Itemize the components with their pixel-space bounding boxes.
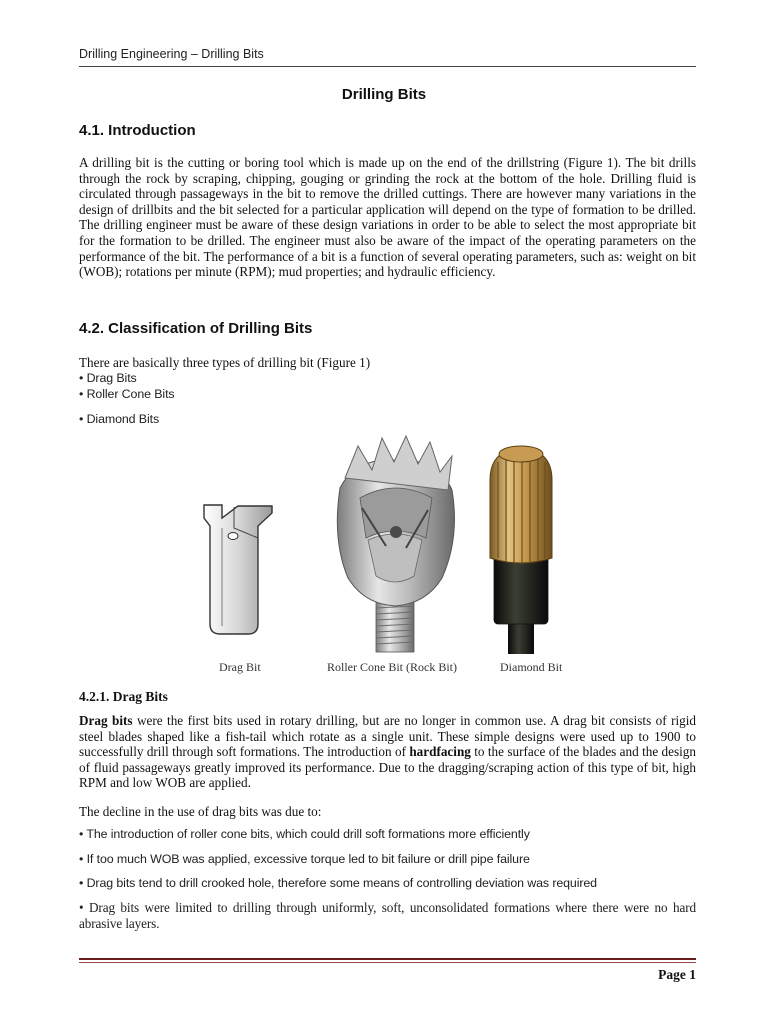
section-heading-classification: 4.2. Classification of Drilling Bits bbox=[79, 320, 313, 337]
footer-divider bbox=[79, 958, 696, 960]
drag-bits-text-2: to the surface of the blades and the design of fluid passageways greatly improved its performance. Due to the dragging/scraping action of this type of bit, high RPM and low WOB are applied. bbox=[79, 744, 696, 791]
caption-drag-bit: Drag Bit bbox=[219, 660, 261, 674]
introduction-paragraph: A drilling bit is the cutting or boring tool which is made up on the end of the drillstring (Figure 1). The bit drills through the rock by scraping, chipping, gouging or grinding the rock at the bottom of the hole. Drilling fluid is circulated through passageways in the bit to remove the drilled cuttings. There are however many variations in the design of drillbits and the bit selected for a particular application will depend on the type of formation to be drilled. The drilling engineer must be aware of these design variations in order to be able to select the most appropriate bit for the formation to be drilled. The engineer must also be aware of the impact of the operating parameters on the performance of the bit. The performance of a bit is a function of several operating parameters, such as: weight on bit (WOB); rotations per minute (RPM); mud properties; and hydraulic efficiency. bbox=[79, 155, 696, 280]
header-divider bbox=[79, 66, 696, 67]
bit-type-item: • Roller Cone Bits bbox=[79, 387, 175, 401]
decline-reason-item: • Drag bits were limited to drilling through uniformly, soft, unconsolidated formations where there were no hard abrasive layers. bbox=[79, 900, 696, 931]
decline-reason-item: • Drag bits tend to drill crooked hole, therefore some means of controlling deviation was required bbox=[79, 876, 597, 890]
bit-type-item: • Drag Bits bbox=[79, 371, 137, 385]
subsection-heading-drag-bits: 4.2.1. Drag Bits bbox=[79, 689, 168, 704]
term-drag-bits: Drag bits bbox=[79, 713, 133, 728]
caption-roller-cone-bit: Roller Cone Bit (Rock Bit) bbox=[327, 660, 457, 674]
drilling-bits-illustration bbox=[190, 428, 580, 688]
drag-bit-image bbox=[204, 505, 272, 634]
page-number: Page 1 bbox=[658, 967, 696, 982]
bit-type-item: • Diamond Bits bbox=[79, 412, 160, 426]
figure-drilling-bits bbox=[190, 428, 580, 688]
footer-divider-thin bbox=[79, 962, 696, 963]
running-header: Drilling Engineering – Drilling Bits bbox=[79, 47, 264, 61]
drag-bits-paragraph bbox=[79, 713, 696, 791]
section-heading-introduction: 4.1. Introduction bbox=[79, 122, 196, 139]
drag-bits-text-1: were the first bits used in rotary drilling, but are no longer in common use. A drag bit consists of rigid steel blades shaped like a fish-tail which rotate as a single unit. These simple designs were used up to 1900 to successfully drill through soft formations. The introduction of bbox=[79, 713, 696, 760]
decline-reason-item: • If too much WOB was applied, excessive torque led to bit failure or drill pipe failure bbox=[79, 852, 530, 866]
term-hardfacing: hardfacing bbox=[409, 744, 471, 760]
diamond-bit-image bbox=[490, 446, 552, 654]
roller-cone-bit-image bbox=[337, 436, 454, 652]
page-title: Drilling Bits bbox=[341, 86, 427, 103]
caption-diamond-bit: Diamond Bit bbox=[500, 660, 563, 674]
decline-lead: The decline in the use of drag bits was due to: bbox=[79, 804, 322, 819]
classification-lead: There are basically three types of drilling bit (Figure 1) bbox=[79, 355, 371, 370]
decline-reason-item: • The introduction of roller cone bits, which could drill soft formations more efficiently bbox=[79, 827, 530, 841]
